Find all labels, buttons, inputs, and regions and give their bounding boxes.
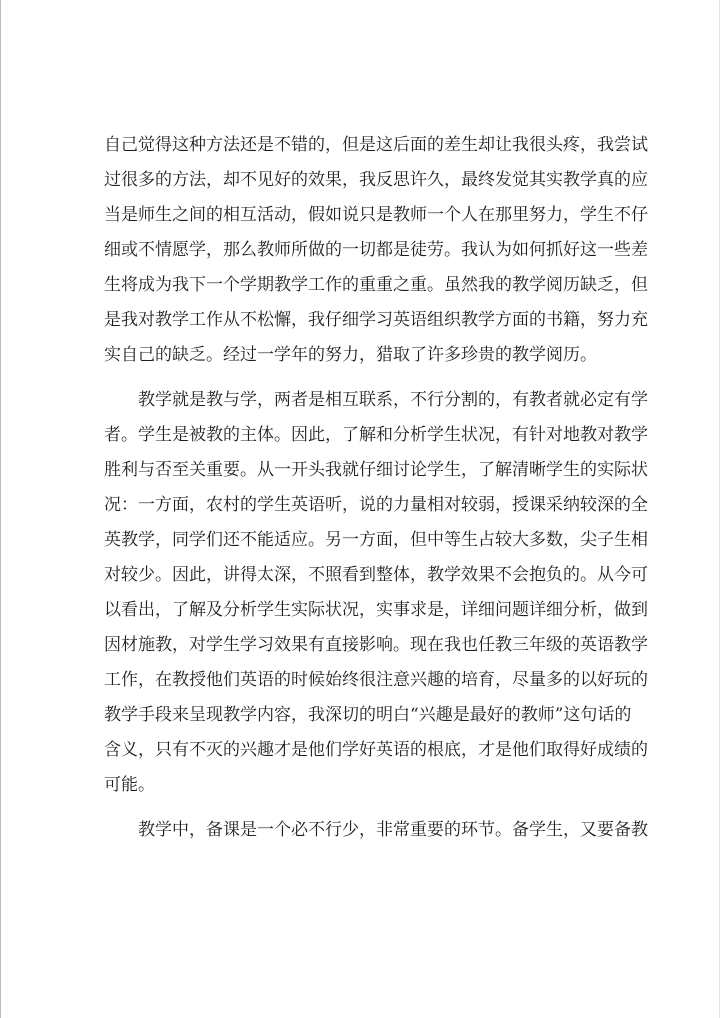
text-line: 胜利与否至关重要。从一开头我就仔细讨论学生，了解清晰学生的实际状 (104, 460, 648, 480)
text-line: 细或不情愿学，那么教师所做的一切都是徒劳。我认为如何抓好这一些差 (104, 240, 648, 260)
text-line: 教学手段来呈现教学内容，我深切的明白“兴趣是最好的教师”这句话的 (104, 705, 632, 725)
text-line: 对较少。因此，讲得太深，不照看到整体，教学效果不会抱负的。从今可 (104, 565, 648, 585)
paragraph-3 (104, 813, 648, 848)
text-line: 过很多的方法，却不见好的效果，我反思许久，最终发觉其实教学真的应 (104, 170, 648, 190)
text-line: 生将成为我下一个学期教学工作的重重之重。虽然我的教学阅历缺乏，但 (104, 275, 648, 295)
text-line: 以看出，了解及分析学生实际状况，实事求是，详细问题详细分析，做到 (104, 600, 648, 620)
text-line: 当是师生之间的相互活动，假如说只是教师一个人在那里努力，学生不仔 (104, 205, 648, 225)
text-line: 自己觉得这种方法还是不错的，但是这后面的差生却让我很头疼，我尝试 (104, 135, 648, 155)
text-line: 英教学，同学们还不能适应。另一方面，但中等生占较大多数，尖子生相 (104, 530, 648, 550)
document-body (104, 128, 648, 848)
text-line: 含义，只有不灭的兴趣才是他们学好英语的根底，才是他们取得好成绩的 (104, 740, 648, 760)
text-line: 况：一方面，农村的学生英语听，说的力量相对较弱，授课采纳较深的全 (104, 495, 648, 515)
text-line: 因材施教，对学生学习效果有直接影响。现在我也任教三年级的英语教学 (104, 635, 648, 655)
paragraph-2 (104, 383, 648, 803)
paragraph-1 (104, 128, 648, 373)
text-line: 者。学生是被教的主体。因此，了解和分析学生状况，有针对地教对教学 (104, 425, 648, 445)
text-line: 教学中，备课是一个必不行少，非常重要的环节。备学生，又要备教 (138, 820, 648, 840)
text-line: 工作，在教授他们英语的时候始终很注意兴趣的培育，尽量多的以好玩的 (104, 670, 648, 690)
text-line: 实自己的缺乏。经过一学年的努力，猎取了许多珍贵的教学阅历。 (104, 345, 597, 365)
text-line: 是我对教学工作从不松懈，我仔细学习英语组织教学方面的书籍，努力充 (104, 310, 648, 330)
text-line: 可能。 (104, 775, 155, 795)
text-line: 教学就是教与学，两者是相互联系，不行分割的，有教者就必定有学 (138, 390, 648, 410)
page-edge-left (0, 0, 1, 1018)
